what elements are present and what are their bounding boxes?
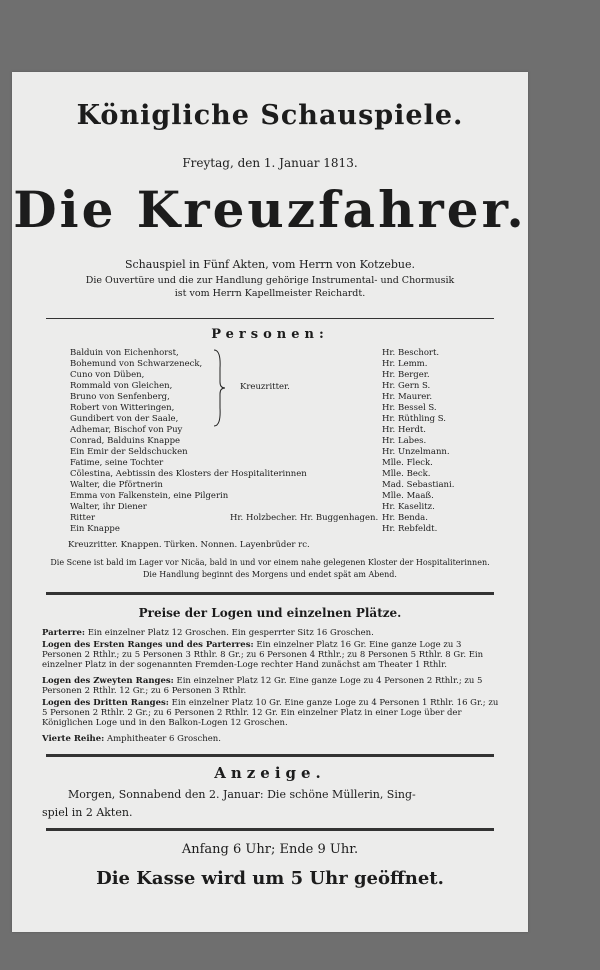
cast-row: [70, 370, 528, 381]
actor-name: Hr. Benda.: [382, 513, 428, 523]
actor-name: Mlle. Beck.: [382, 469, 431, 479]
actor-name: Hr. Rüthling S.: [382, 414, 446, 424]
divider: [46, 592, 494, 595]
scene-description: Die Scene ist bald im Lager vor Nicäa, bald in und vor einem nahe gelegenen Kloster der Hospitaliterinnen.: [50, 558, 490, 567]
role-name: Emma von Falkenstein, eine Pilgerin: [70, 491, 229, 501]
cast-row: [70, 502, 528, 513]
cast-row: [70, 403, 528, 414]
cast-row: [70, 436, 528, 447]
role-name: Ritter: [70, 513, 96, 523]
cast-row: [70, 425, 528, 436]
knights-group-label: Kreuzritter.: [240, 382, 290, 392]
music-credit-line-1: Die Ouvertüre und die zur Handlung gehörige Instrumental- und Chormusik: [85, 275, 455, 286]
show-times: Anfang 6 Uhr; Ende 9 Uhr.: [181, 842, 359, 857]
role-name: Ein Emir der Seldschucken: [70, 447, 188, 457]
role-name: Gundibert von der Saale,: [70, 414, 179, 424]
role-name: Cuno von Düben,: [70, 370, 145, 380]
role-name: Fatime, seine Tochter: [70, 458, 164, 468]
role-name: Walter, ihr Diener: [70, 502, 147, 512]
role-name: Balduin von Eichenhorst,: [70, 348, 179, 358]
play-title: Die Kreuzfahrer.: [13, 180, 527, 239]
actor-name: Hr. Rebfeldt.: [382, 524, 438, 534]
music-credit-line-2: ist vom Herrn Kapellmeister Reichardt.: [174, 288, 366, 299]
role-name: Rommald von Gleichen,: [70, 381, 173, 391]
cast-row: [70, 381, 528, 392]
role-extra-actors: Hr. Holzbecher. Hr. Buggenhagen.: [230, 513, 379, 523]
actor-name: Hr. Maurer.: [382, 392, 433, 402]
actor-name: Hr. Kaselitz.: [382, 502, 435, 512]
role-name: Adhemar, Bischof von Puy: [70, 425, 183, 435]
cast-row: [70, 480, 528, 491]
prices-heading: Preise der Logen und einzelnen Plätze.: [138, 606, 402, 620]
theatre-name: Königliche Schauspiele.: [76, 100, 464, 131]
cast-extras: Kreuzritter. Knappen. Türken. Nonnen. Layenbrüder rc.: [68, 540, 310, 550]
price-fourth-row: Vierte Reihe: Amphitheater 6 Groschen.: [42, 734, 221, 744]
box-office-notice: Die Kasse wird um 5 Uhr geöffnet.: [96, 868, 444, 889]
action-timing: Die Handlung beginnt des Morgens und endet spät am Abend.: [143, 570, 397, 579]
actor-name: Hr. Bessel S.: [382, 403, 437, 413]
price-second-rank: Logen des Zweyten Ranges: Ein einzelner Platz 12 Gr. Eine ganze Loge zu 4 Personen 2 Rthlr.; zu 5 Personen 2 Rthlr. 12 Gr.; zu 6 Personen 3 Rthlr.: [42, 676, 483, 696]
playbill-sheet: [12, 72, 528, 932]
cast-row: [70, 348, 528, 359]
role-name: Bruno von Senfenberg,: [70, 392, 170, 402]
cast-row: [70, 469, 528, 480]
role-name: Robert von Witteringen,: [70, 403, 175, 413]
role-name: Walter, die Pförtnerin: [70, 480, 163, 490]
cast-row: [70, 524, 528, 535]
actor-name: Hr. Labes.: [382, 436, 427, 446]
cast-row: [70, 513, 528, 524]
cast-row: [70, 359, 528, 370]
actor-name: Hr. Herdt.: [382, 425, 427, 435]
divider: [46, 754, 494, 757]
cast-row: [70, 414, 528, 425]
actor-name: Hr. Berger.: [382, 370, 430, 380]
actor-name: Mlle. Maaß.: [382, 491, 434, 501]
cast-heading: Personen:: [211, 327, 329, 342]
divider: [46, 318, 494, 319]
actor-name: Hr. Beschort.: [382, 348, 440, 358]
notice-line-1: Morgen, Sonnabend den 2. Januar: Die schöne Müllerin, Sing-: [68, 788, 416, 801]
actor-name: Hr. Unzelmann.: [382, 447, 450, 457]
play-subtitle: Schauspiel in Fünf Akten, vom Herrn von Kotzebue.: [124, 258, 416, 271]
price-parterre: Parterre: Ein einzelner Platz 12 Groschen. Ein gesperrter Sitz 16 Groschen.: [42, 628, 374, 638]
performance-date: Freytag, den 1. Januar 1813.: [182, 156, 358, 170]
actor-name: Mad. Sebastiani.: [382, 480, 455, 490]
role-name: Cölestina, Aebtissin des Klosters der Hospitaliterinnen: [70, 469, 307, 479]
role-name: Conrad, Balduins Knappe: [70, 436, 181, 446]
actor-name: Hr. Lemm.: [382, 359, 428, 369]
notice-line-2: spiel in 2 Akten.: [42, 806, 133, 819]
price-third-rank: Logen des Dritten Ranges: Ein einzelner Platz 10 Gr. Eine ganze Loge zu 4 Personen 1 Rthlr. 16 Gr.; zu 5 Personen 2 Rthlr. 2 Gr.; zu 6 Personen 2 Rthlr. 12 Gr. Ein einzelner Platz in einer Loge über der Königlichen Loge und in den Balkon-Logen 12 Groschen.: [42, 698, 499, 728]
cast-row: [70, 392, 528, 403]
cast-row: [70, 491, 528, 502]
divider: [46, 828, 494, 831]
role-name: Bohemund von Schwarzeneck,: [70, 359, 203, 369]
role-name: Ein Knappe: [70, 524, 120, 534]
price-first-rank: Logen des Ersten Ranges und des Parterres: Ein einzelner Platz 16 Gr. Eine ganze Loge zu 3 Personen 2 Rthlr.; zu 5 Personen 3 Rthlr. 8 Gr.; zu 6 Personen 4 Rthlr.; zu 8 Personen 5 Rthlr. 8 Gr. Ein einzelner Platz in der sogenannten Fremden-Loge rechter Hand zunächst am Theater 1 Rthlr.: [42, 640, 484, 670]
actor-name: Hr. Gern S.: [382, 381, 431, 391]
notice-heading: Anzeige.: [214, 764, 326, 782]
actor-name: Mlle. Fleck.: [382, 458, 433, 468]
cast-row: [70, 447, 528, 458]
cast-row: [70, 458, 528, 469]
